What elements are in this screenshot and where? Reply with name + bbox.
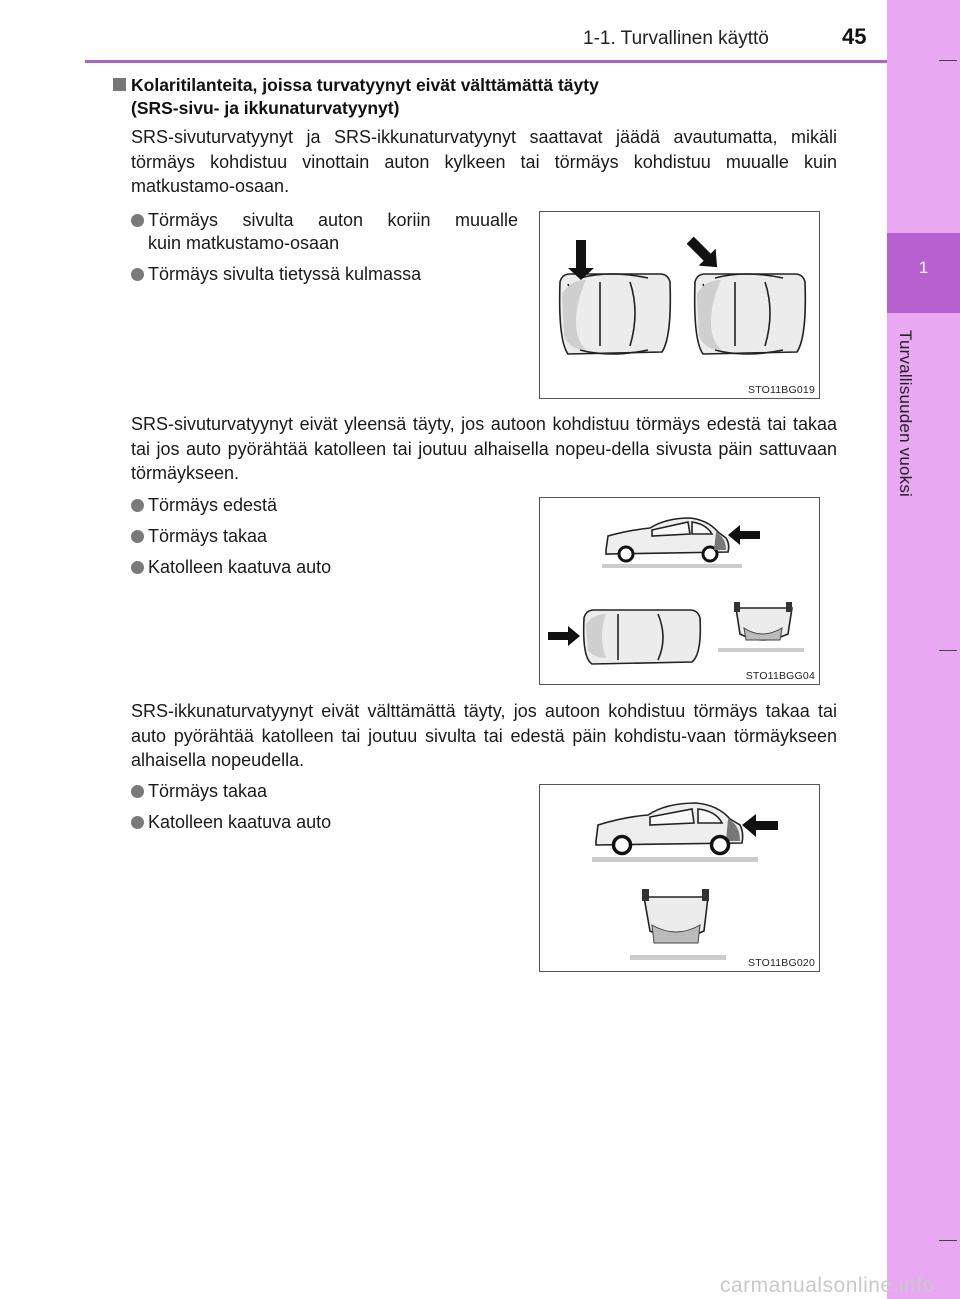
bullet-dot-icon: [131, 785, 144, 798]
list-item-text: Törmäys sivulta tietyssä kulmassa: [148, 264, 422, 284]
figure-code: STO11BG019: [748, 384, 815, 396]
list-item-text: Törmäys sivulta auton koriin muualle: [148, 210, 518, 230]
list-item: [131, 263, 421, 286]
section-heading: [113, 74, 599, 120]
list-item-text: Katolleen kaatuva auto: [148, 812, 332, 832]
list-item-text: kuin matkustamo-osaan: [148, 233, 340, 253]
figure-front-rear-rollover: [539, 497, 820, 685]
bullet-dot-icon: [131, 499, 144, 512]
list-item-text: Katolleen kaatuva auto: [148, 557, 332, 577]
list-item-text: Törmäys takaa: [148, 781, 268, 801]
crop-mark: [939, 60, 957, 61]
figure-rear-rollover: [539, 784, 820, 972]
figure-side-impact: [539, 211, 820, 399]
section-title: 1-1. Turvallinen käyttö: [583, 28, 769, 49]
list-item: [131, 811, 331, 834]
bullet-dot-icon: [131, 816, 144, 829]
list-item-text: Törmäys takaa: [148, 526, 268, 546]
crop-mark: [939, 650, 957, 651]
chapter-tab[interactable]: [887, 233, 960, 313]
heading-line-1: Kolaritilanteita, joissa turvatyynyt eivät välttämättä täyty: [131, 75, 599, 95]
watermark[interactable]: carmanualsonline.info: [720, 1274, 935, 1297]
list-item: [131, 556, 331, 579]
list-item-text: Törmäys edestä: [148, 495, 278, 515]
paragraph: SRS-sivuturvatyynyt ja SRS-ikkunaturvatyynyt saattavat jäädä avautumatta, mikäli törmäys kohdistuu vinottain auton kylkeen tai törmäys kohdistuu muualle kuin matkustamo-osaan.: [131, 127, 837, 196]
header-rule: [85, 60, 887, 63]
chapter-label: Turvallisuuden vuoksi: [896, 330, 915, 498]
list-item: [131, 494, 277, 517]
crop-mark: [939, 1240, 957, 1241]
bullet-dot-icon: [131, 530, 144, 543]
heading-line-2: (SRS-sivu- ja ikkunaturvatyynyt): [131, 98, 400, 118]
bullet-dot-icon: [131, 268, 144, 281]
bullet-dot-icon: [131, 214, 144, 227]
list-item: [131, 780, 267, 803]
square-bullet-icon: [113, 78, 126, 91]
chapter-number: 1: [918, 258, 929, 277]
figure-code: STO11BG020: [748, 957, 815, 969]
paragraph: SRS-sivuturvatyynyt eivät yleensä täyty, jos autoon kohdistuu törmäys edestä tai takaa tai jos auto pyörähtää katolleen tai joutuu alhaisella nopeu-della sivusta päin sattuvaan törmäykseen.: [131, 414, 837, 483]
page-number: 45: [842, 24, 867, 49]
figure-code: STO11BGG04: [745, 670, 815, 682]
bullet-dot-icon: [131, 561, 144, 574]
paragraph: SRS-ikkunaturvatyynyt eivät välttämättä täyty, jos autoon kohdistuu törmäys takaa tai auto pyörähtää katolleen tai joutuu sivulta tai edestä päin kohdistu-vaan törmäykseen alhaisella nopeudella.: [131, 701, 837, 770]
list-item: [131, 525, 267, 548]
list-item: [131, 209, 521, 255]
